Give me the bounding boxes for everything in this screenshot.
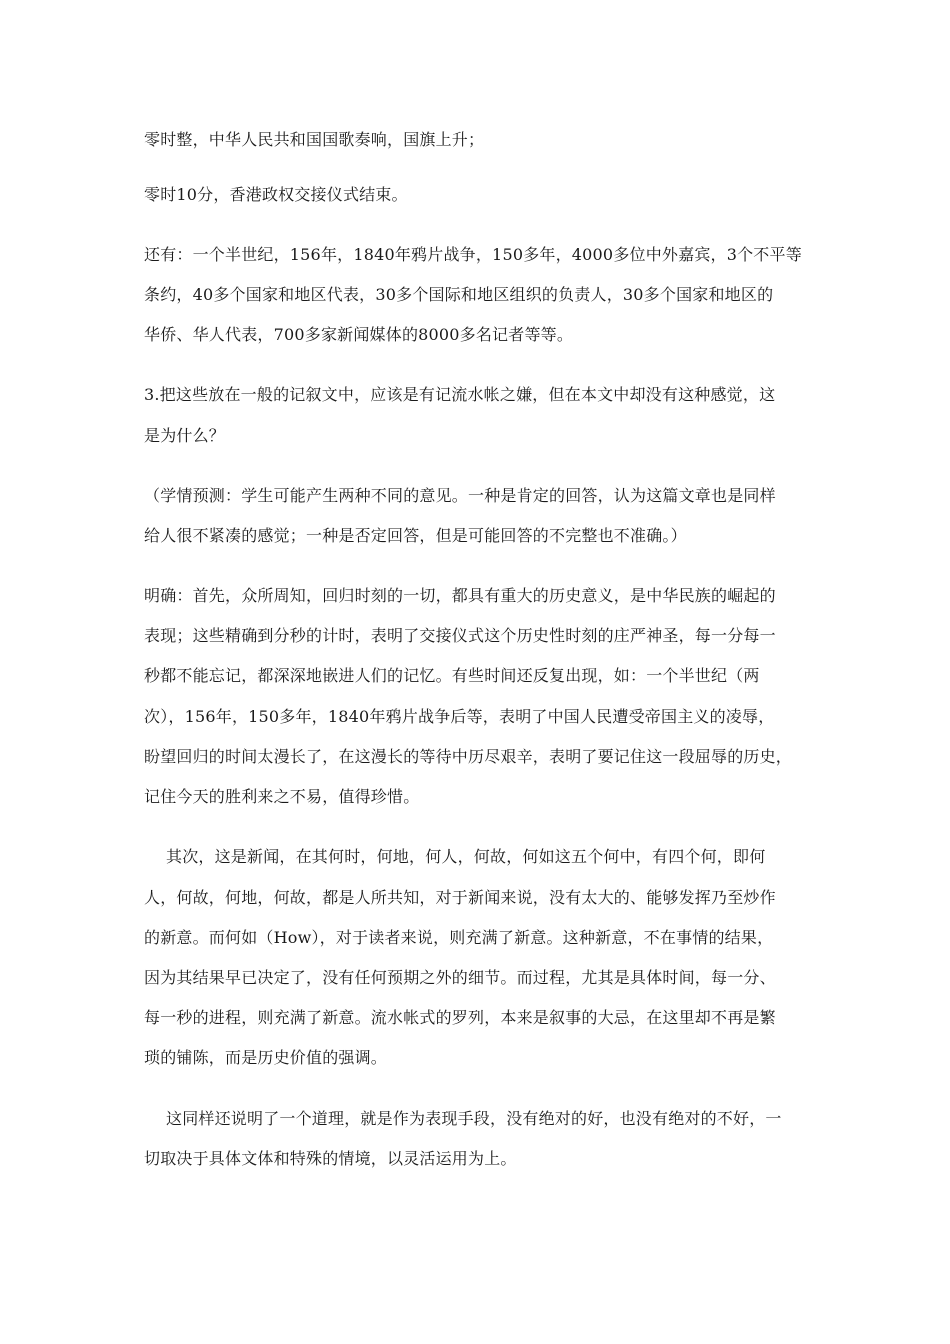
text-line: 盼望回归的时间太漫长了，在这漫长的等待中历尽艰辛，表明了要记住这一段屈辱的历史，: [144, 747, 793, 766]
text-line: 明确：首先，众所周知，回归时刻的一切，都具有重大的历史意义，是中华民族的崛起的: [144, 586, 776, 605]
text-line: 3.把这些放在一般的记叙文中，应该是有记流水帐之嫌，但在本文中却没有这种感觉，这: [144, 385, 776, 404]
text-line: 琐的铺陈，而是历史价值的强调。: [144, 1048, 388, 1067]
text-line: 秒都不能忘记，都深深地嵌进人们的记忆。有些时间还反复出现，如：一个半世纪（两: [144, 666, 760, 685]
text-line: 人，何故，何地，何故，都是人所共知，对于新闻来说，没有太大的、能够发挥乃至炒作: [144, 888, 776, 907]
text-line: 每一秒的进程，则充满了新意。流水帐式的罗列，本来是叙事的大忌，在这里却不再是繁: [144, 1008, 776, 1027]
text-line: 表现；这些精确到分秒的计时，表明了交接仪式这个历史性时刻的庄严神圣，每一分每一: [144, 626, 776, 645]
text-line: 这同样还说明了一个道理，就是作为表现手段，没有绝对的好，也没有绝对的不好，一: [166, 1109, 782, 1128]
text-line: 给人很不紧凑的感觉；一种是否定回答，但是可能回答的不完整也不准确。）: [144, 526, 687, 545]
text-line: 是为什么？: [144, 426, 226, 445]
text-line: 其次，这是新闻，在其何时，何地，何人，何故，何如这五个何中，有四个何，即何: [166, 847, 766, 866]
text-line: 次），156年，150多年，1840年鸦片战争后等，表明了中国人民遭受帝国主义的凌辱，: [144, 707, 775, 726]
text-line: 切取决于具体文体和特殊的情境，以灵活运用为上。: [144, 1149, 517, 1168]
text-line: 华侨、华人代表，700多家新闻媒体的8000多名记者等等。: [144, 325, 574, 344]
text-line: 零时整，中华人民共和国国歌奏响，国旗上升；: [144, 130, 485, 149]
text-line: 还有：一个半世纪，156年，1840年鸦片战争，150多年，4000多位中外嘉宾，3个不平等: [144, 245, 802, 264]
text-line: 零时10分，香港政权交接仪式结束。: [144, 185, 408, 204]
text-line: 条约，40多个国家和地区代表，30多个国际和地区组织的负责人，30多个国家和地区的: [144, 285, 774, 304]
text-line: 记住今天的胜利来之不易，值得珍惜。: [144, 787, 420, 806]
text-line: （学情预测：学生可能产生两种不同的意见。一种是肯定的回答，认为这篇文章也是同样: [144, 486, 776, 505]
text-line: 因为其结果早已决定了，没有任何预期之外的细节。而过程，尤其是具体时间，每一分、: [144, 968, 776, 987]
text-line: 的新意。而何如（How），对于读者来说，则充满了新意。这种新意，不在事情的结果，: [144, 928, 774, 947]
